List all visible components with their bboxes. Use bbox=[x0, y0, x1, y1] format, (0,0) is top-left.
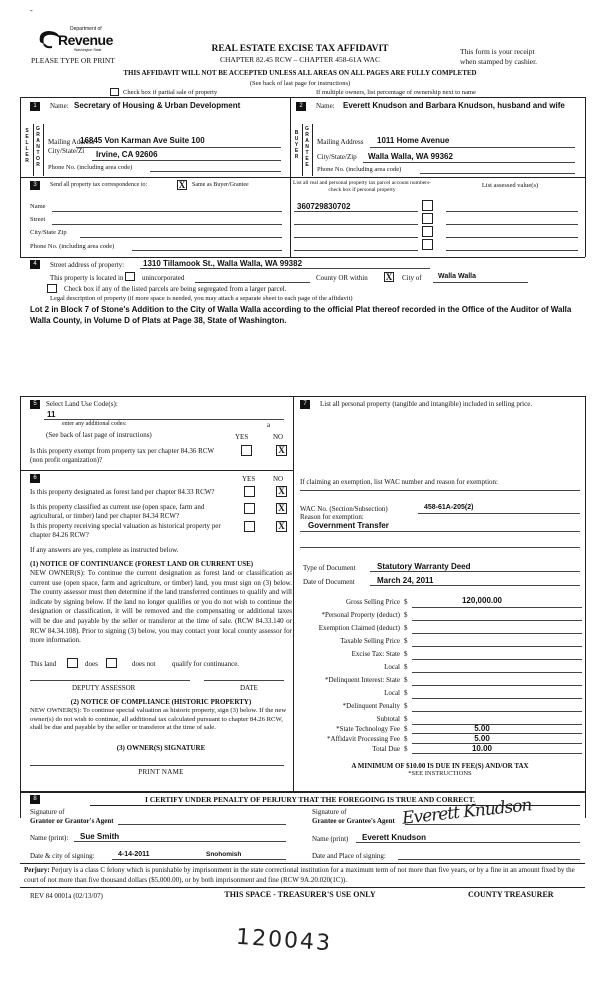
parcel-header: List all real and personal property tax parcel account numbers-check box if personal property bbox=[293, 180, 431, 193]
certify-statement: I CERTIFY UNDER PENALTY OF PERJURY THAT THE FOREGOING IS TRUE AND CORRECT. bbox=[144, 795, 475, 804]
doc-type: Statutory Warranty Deed bbox=[377, 562, 471, 571]
tax-row bbox=[296, 649, 584, 662]
tax-row bbox=[296, 636, 584, 649]
personal-property-checkbox[interactable] bbox=[422, 213, 433, 224]
signature-of-left: Signature of bbox=[30, 808, 65, 816]
seller-mailing-address: 16845 Von Karman Ave Suite 100 bbox=[80, 136, 205, 145]
seller-phone-label: Phone No. (including area code) bbox=[48, 164, 133, 171]
minimum-due-note: A MINIMUM OF $10.00 IS DUE IN FEE(S) AND/OR TAX bbox=[351, 762, 529, 770]
tax-label: Total Due bbox=[372, 745, 400, 753]
doc-type-label: Type of Document bbox=[303, 564, 356, 572]
currency-sign: $ bbox=[404, 598, 408, 606]
tax-value: 5.00 bbox=[474, 734, 490, 743]
seller-name-label: Name: bbox=[50, 102, 69, 110]
does-not-checkbox[interactable] bbox=[106, 658, 117, 668]
city-of-label: City of bbox=[402, 274, 422, 282]
perjury-label: Perjury: bbox=[24, 866, 50, 874]
notice-continuance-title: (1) NOTICE OF CONTINUANCE (FOREST LAND OR CURRENT USE) bbox=[30, 560, 254, 568]
forest-yes-checkbox[interactable] bbox=[244, 486, 255, 497]
yes-header: YES bbox=[242, 475, 256, 483]
currency-sign: $ bbox=[404, 676, 408, 684]
qualify-label: qualify for continuance. bbox=[172, 660, 240, 668]
property-street: 1310 Tillamook St., Walla Walla, WA 99382 bbox=[143, 259, 303, 268]
receipt-note-2: when stamped by cashier. bbox=[460, 57, 538, 66]
tax-label: Exemption Claimed (deduct) bbox=[318, 624, 400, 632]
seller-mailing-label: Mailing Address bbox=[48, 138, 95, 146]
grantor-date: 4-14-2011 bbox=[118, 851, 150, 858]
grantor-city: Snohomish bbox=[206, 851, 242, 858]
currency-sign: $ bbox=[404, 725, 408, 733]
does-label: does bbox=[85, 660, 98, 668]
currency-sign: $ bbox=[404, 650, 408, 658]
historic-question: Is this property receiving special valuation as historical property per chapter 84.26 RCW? bbox=[30, 522, 221, 539]
grantor-name: Sue Smith bbox=[80, 832, 120, 841]
current-use-question: Is this property classified as current use (open space, farm and agricultural, or timber) land per chapter 84.34 RCW? bbox=[30, 503, 205, 520]
tax-row bbox=[296, 688, 584, 701]
partial-sale-checkbox[interactable] bbox=[110, 88, 119, 96]
grantor-date-label: Date & city of signing: bbox=[30, 852, 95, 860]
currency-sign: $ bbox=[404, 624, 408, 632]
no-header: NO bbox=[273, 475, 284, 483]
revision-code: REV 84 0001a (02/13/07) bbox=[30, 892, 103, 900]
form-title: REAL ESTATE EXCISE TAX AFFIDAVIT bbox=[211, 44, 389, 54]
see-back-land-use: (See back of last page of instructions) bbox=[46, 431, 152, 439]
located-label: This property is located in bbox=[50, 274, 124, 282]
treasurer-space-label: THIS SPACE - TREASURER'S USE ONLY bbox=[224, 890, 376, 899]
same-as-buyer-checkbox[interactable]: X bbox=[178, 180, 186, 190]
doc-date: March 24, 2011 bbox=[377, 576, 434, 585]
if-yes-note: If any answers are yes, complete as instructed below. bbox=[30, 546, 179, 554]
personal-property-label: List all personal property (tangible and intangible) included in selling price. bbox=[320, 400, 533, 408]
seller-name: Secretary of Housing & Urban Development bbox=[74, 101, 241, 110]
print-name-label: PRINT NAME bbox=[138, 768, 184, 776]
form-chapter: CHAPTER 82.45 RCW – CHAPTER 458-61A WAC bbox=[220, 55, 380, 64]
current-use-yes-checkbox[interactable] bbox=[244, 503, 255, 514]
logo-state: Washington State bbox=[74, 48, 102, 52]
buyer-phone-label: Phone No. (including area code) bbox=[317, 166, 402, 173]
tax-label: Local bbox=[384, 663, 400, 671]
tax-label: Taxable Selling Price bbox=[340, 637, 400, 645]
currency-sign: $ bbox=[404, 611, 408, 619]
county-within-label: County OR within bbox=[316, 274, 368, 282]
notice-compliance-title: (2) NOTICE OF COMPLIANCE (HISTORIC PROPERTY) bbox=[70, 698, 252, 706]
historic-no-checkbox[interactable]: X bbox=[276, 521, 287, 532]
parcel-number: 360729830702 bbox=[297, 202, 351, 211]
see-instructions-note: *SEE INSTRUCTIONS bbox=[408, 770, 472, 777]
legal-description: Lot 2 in Block 7 of Stone's Addition to the City of Walla Walla according to the official Plat thereof recorded in the Office of the Auditor of Walla Walla County, in Volume D of Plats at Page 38, State of Washington. bbox=[30, 305, 572, 325]
tax-value: 10.00 bbox=[471, 744, 493, 753]
partial-sale-label: Check box if partial sale of property bbox=[123, 89, 218, 96]
reason-label: Reason for exemption: bbox=[300, 513, 364, 521]
tax-label: *Affidavit Processing Fee bbox=[327, 735, 400, 743]
currency-sign: $ bbox=[404, 715, 408, 723]
personal-property-checkbox[interactable] bbox=[422, 226, 433, 237]
additional-codes-label: enter any additional codes: bbox=[62, 421, 127, 427]
perjury-text: Perjury is a class C felony which is punishable by imprisonment in the state correctional institution for a maximum term of not more than five years, or by a fine in an amount fixed by the court of not more than five thousand dollars ($5,000.00), or by both imprisonment and fine (RCW 9A.20.020(1C)). bbox=[24, 866, 575, 884]
seller-side-label: SELLER bbox=[25, 128, 29, 164]
legal-description-label: Legal description of property (if more space is needed, you may attach a separate sheet to each page of the affidavit) bbox=[50, 295, 353, 302]
segregated-checkbox[interactable] bbox=[47, 284, 57, 293]
seller-city-label: City/State/Zi bbox=[48, 147, 85, 155]
tax-row bbox=[296, 745, 584, 756]
section-6-number: 6 bbox=[30, 474, 40, 483]
forest-no-checkbox[interactable]: X bbox=[276, 486, 287, 497]
warning-text: THIS AFFIDAVIT WILL NOT BE ACCEPTED UNLESS ALL AREAS ON ALL PAGES ARE FULLY COMPLETED bbox=[123, 69, 477, 77]
exempt-yes-checkbox[interactable] bbox=[241, 445, 252, 456]
notice-compliance-body: NEW OWNER(S): To continue special valuation as historic property, sign (3) below. If the new owner(s) do not wish to continue, all additional tax calculated pursuant to chapter 84.26 RCW, shall be due and payable by the seller or transferor at the time of sale. bbox=[30, 707, 287, 732]
grantee-name: Everett Knudson bbox=[362, 833, 427, 842]
currency-sign: $ bbox=[404, 663, 408, 671]
personal-property-checkbox[interactable] bbox=[422, 200, 433, 211]
tax-city-label: City/State Zip bbox=[30, 229, 67, 236]
tax-street-label: Street bbox=[30, 216, 46, 223]
historic-yes-checkbox[interactable] bbox=[244, 521, 255, 532]
grantor-name-label: Name (print): bbox=[30, 834, 69, 842]
buyer-side-label: BUYER bbox=[294, 130, 299, 160]
tax-value: 5.00 bbox=[474, 724, 490, 733]
currency-sign: $ bbox=[404, 689, 408, 697]
segregated-label: Check box if any of the listed parcels are being segregated from a larger parcel. bbox=[64, 285, 287, 293]
assessor-date-label: DATE bbox=[240, 684, 258, 692]
tax-label: Excise Tax: State bbox=[351, 650, 400, 658]
buyer-city-label: City/State/Zip bbox=[317, 153, 357, 161]
tax-row bbox=[296, 701, 584, 714]
code-a-label: a bbox=[267, 421, 271, 429]
tax-label: Local bbox=[384, 689, 400, 697]
land-use-label: Select Land Use Code(s): bbox=[46, 400, 118, 408]
wac-number: 458-61A-205(2) bbox=[424, 504, 474, 511]
notice-continuance-body: NEW OWNER(S): To continue the current designation as forest land or classification as current use (open space, farm and agriculture, or timber) land, you must sign on (3) below. The county assessor must then determine if the land transferred continues to qualify and will indicate by signing below. If the land no longer qualifies or you do not wish to continue the designation or classification, it will be removed and the compensating or additional taxes will be due and payable by the seller or transferor at the time of sale. (RCW 84.33.140 or RCW 84.34.108). Prior to signing (3) below, you may contact your local county assessor for more information. bbox=[30, 569, 292, 645]
buyer-mailing-address: 1011 Home Avenue bbox=[377, 136, 450, 145]
street-address-label: Street address of property: bbox=[50, 261, 125, 269]
tax-phone-label: Phone No. (including area code) bbox=[30, 243, 115, 250]
current-use-no-checkbox[interactable]: X bbox=[276, 503, 287, 514]
section-2-number: 2 bbox=[296, 102, 306, 111]
tax-label: Subtotal bbox=[376, 715, 400, 723]
same-as-buyer-label: Same as Buyer/Grantee bbox=[192, 182, 249, 188]
tax-row bbox=[296, 610, 584, 623]
tax-row bbox=[296, 675, 584, 688]
yes-header: YES bbox=[235, 433, 249, 441]
buyer-name: Everett Knudson and Barbara Knudson, husband and wife bbox=[343, 101, 565, 110]
tax-label: Gross Selling Price bbox=[345, 598, 400, 606]
section-7-number: 7 bbox=[300, 400, 310, 409]
wac-label: WAC No. (Section/Subsection) bbox=[300, 505, 388, 513]
tax-table bbox=[296, 597, 584, 777]
handwritten-number: 120043 bbox=[235, 924, 333, 957]
currency-sign: $ bbox=[404, 637, 408, 645]
grantee-date-label: Date and Place of signing: bbox=[312, 852, 386, 860]
seller-city: Irvine, CA 92606 bbox=[96, 150, 158, 159]
grantee-agent-label: Grantee or Grantee's Agent bbox=[312, 817, 395, 825]
currency-sign: $ bbox=[404, 702, 408, 710]
buyer-mailing-label: Mailing Address bbox=[317, 138, 364, 146]
see-back-instructions: (See back of last page for instructions) bbox=[249, 80, 351, 87]
grantor-side-label: GRANTOR bbox=[36, 126, 40, 168]
receipt-note-1: This form is your receipt bbox=[460, 47, 535, 56]
currency-sign: $ bbox=[404, 745, 408, 753]
grantor-agent-label: Grantor or Grantor's Agent bbox=[30, 817, 114, 825]
section-5-number: 5 bbox=[30, 400, 40, 409]
tax-row bbox=[296, 597, 584, 610]
grantee-signature: Everett Knudson bbox=[401, 795, 533, 829]
tax-row bbox=[296, 623, 584, 636]
grantee-name-label: Name (print) bbox=[312, 835, 349, 843]
property-city: Walla Walla bbox=[438, 273, 476, 280]
section-4-number: 4 bbox=[30, 260, 40, 269]
exempt-no-checkbox[interactable]: X bbox=[276, 445, 287, 456]
send-correspondence-label: Send all property tax correspondence to: bbox=[50, 182, 148, 188]
no-header: NO bbox=[273, 433, 284, 441]
department-logo bbox=[34, 22, 124, 52]
does-not-label: does not bbox=[132, 660, 156, 668]
tax-name-label: Name bbox=[30, 203, 46, 210]
perjury-notice bbox=[24, 866, 580, 885]
signature-of-right: Signature of bbox=[312, 808, 347, 816]
does-checkbox[interactable] bbox=[67, 658, 78, 668]
buyer-name-label: Name: bbox=[316, 102, 335, 110]
doc-date-label: Date of Document bbox=[303, 578, 355, 586]
forest-land-question: Is this property designated as forest land per chapter 84.33 RCW? bbox=[30, 488, 215, 496]
this-land-label: This land bbox=[30, 660, 57, 668]
tax-label: *Delinquent Penalty bbox=[342, 702, 400, 710]
land-use-code: 11 bbox=[47, 410, 56, 419]
unincorporated-label: unincorporated bbox=[142, 274, 185, 282]
logo-department: Department of bbox=[70, 26, 102, 32]
personal-property-checkbox[interactable] bbox=[422, 239, 433, 250]
exemption-label: If claiming an exemption, list WAC number and reason for exemption: bbox=[300, 478, 498, 486]
tax-label: *Delinquent Interest: State bbox=[324, 676, 400, 684]
section-1-number: 1 bbox=[30, 102, 40, 111]
within-city-checkbox[interactable]: X bbox=[385, 272, 393, 282]
section-8-number: 8 bbox=[30, 795, 40, 804]
logo-name: Revenue bbox=[58, 32, 113, 48]
type-or-print: PLEASE TYPE OR PRINT bbox=[31, 56, 115, 65]
section-3-number: 3 bbox=[30, 181, 40, 190]
assessed-header: List assessed value(s) bbox=[481, 182, 539, 189]
tax-value: 120,000.00 bbox=[461, 596, 503, 605]
exempt-question: Is this property exempt from property tax per chapter 84.36 RCW (non profit organization)? bbox=[30, 447, 214, 464]
buyer-city: Walla Walla, WA 99362 bbox=[368, 152, 453, 161]
deputy-assessor-label: DEPUTY ASSESSOR bbox=[72, 684, 136, 692]
county-treasurer-label: COUNTY TREASURER bbox=[468, 890, 554, 899]
tax-label: *Personal Property (deduct) bbox=[321, 611, 400, 619]
grantee-side-label: GRANTEE bbox=[305, 126, 309, 168]
exemption-reason: Government Transfer bbox=[308, 521, 389, 530]
tax-row bbox=[296, 662, 584, 675]
unincorporated-checkbox[interactable] bbox=[125, 272, 135, 281]
owner-signature-label: (3) OWNER(S) SIGNATURE bbox=[116, 744, 206, 752]
tick-mark-icon: - bbox=[30, 6, 33, 15]
tax-label: *State Technology Fee bbox=[336, 725, 400, 733]
multiple-owners-note: If multiple owners, list percentage of ownership next to name bbox=[316, 89, 476, 96]
currency-sign: $ bbox=[404, 735, 408, 743]
